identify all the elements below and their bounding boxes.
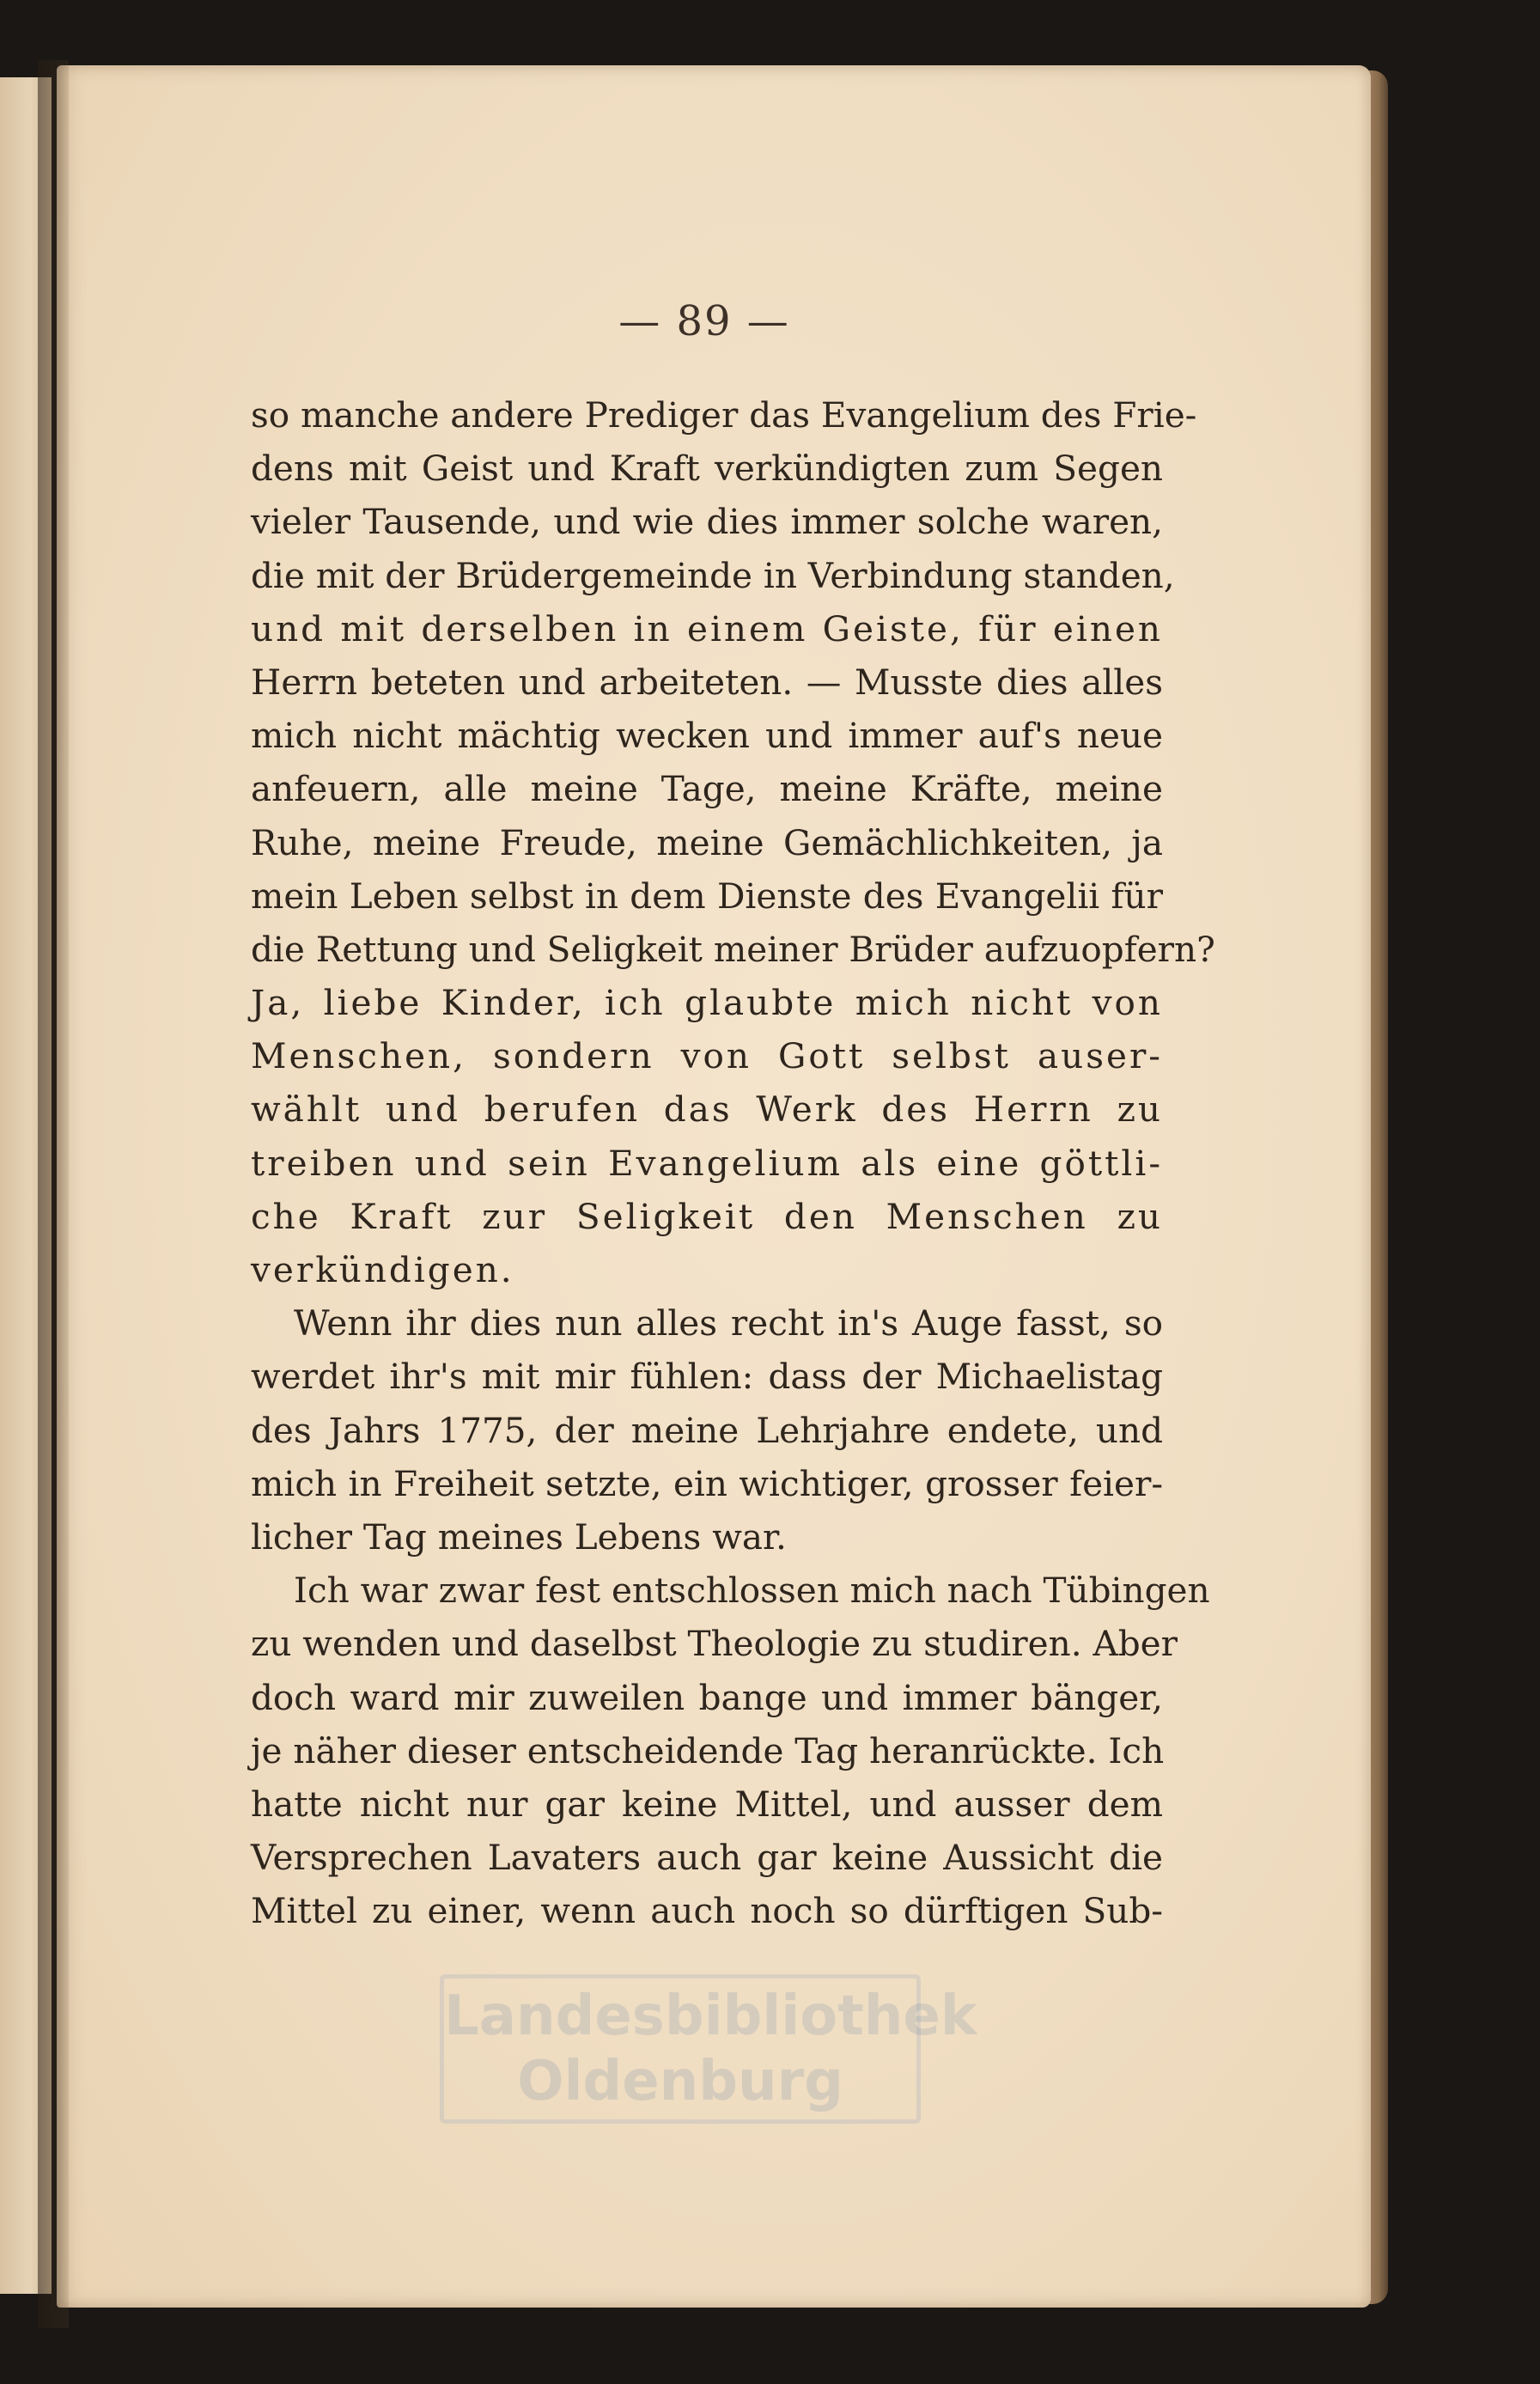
library-stamp: Landesbibliothek Oldenburg xyxy=(440,1974,921,2124)
text-line: verkündigen. xyxy=(251,1249,514,1290)
text-line: zu wenden und daselbst Theologie zu studiren. Aber xyxy=(251,1623,1178,1665)
page-number: — 89 — xyxy=(618,297,790,345)
text-line: mich nicht mächtig wecken und immer auf's neue xyxy=(251,715,1163,757)
text-line: licher Tag meines Lebens war. xyxy=(251,1515,787,1558)
paragraph-first-line: Wenn ihr dies nun alles recht in's Auge fasst, so xyxy=(294,1302,1163,1344)
body-text xyxy=(251,388,1215,1937)
text-line: die Rettung und Seligkeit meiner Brüder aufzuopfern? xyxy=(251,928,1215,970)
text-line: hatte nicht nur gar keine Mittel, und ausser dem xyxy=(251,1783,1163,1825)
text-line: treiben und sein Evangelium als eine göttli- xyxy=(251,1142,1163,1184)
text-line: wählt und berufen das Werk des Herrn zu xyxy=(251,1088,1163,1131)
text-line: Herrn beteten und arbeiteten. — Musste dies alles xyxy=(251,661,1163,703)
text-line: doch ward mir zuweilen bange und immer bänger, xyxy=(251,1676,1163,1718)
text-line: und mit derselben in einem Geiste, für einen xyxy=(251,607,1163,649)
text-line: anfeuern, alle meine Tage, meine Kräfte, meine xyxy=(251,768,1163,810)
text-line: Mittel zu einer, wenn auch noch so dürftigen Sub- xyxy=(251,1890,1163,1932)
text-line: so manche andere Prediger das Evangelium des Frie- xyxy=(251,394,1197,436)
text-line: mein Leben selbst in dem Dienste des Evangelii für xyxy=(251,875,1163,917)
text-line: werdet ihr's mit mir fühlen: dass der Michaelistag xyxy=(251,1356,1163,1398)
book-gutter xyxy=(38,60,69,2328)
text-line: Ja, liebe Kinder, ich glaubte mich nicht von xyxy=(251,982,1163,1024)
text-line: je näher dieser entscheidende Tag heranrückte. Ich xyxy=(251,1729,1165,1771)
text-line: dens mit Geist und Kraft verkündigten zum Segen xyxy=(251,448,1163,490)
text-line: che Kraft zur Seligkeit den Menschen zu xyxy=(251,1195,1163,1237)
paragraph-first-line: Ich war zwar fest entschlossen mich nach Tübingen xyxy=(294,1570,1210,1612)
text-line: vieler Tausende, und wie dies immer solche waren, xyxy=(251,501,1163,543)
text-line: des Jahrs 1775, der meine Lehrjahre endete, und xyxy=(251,1409,1163,1451)
text-line: die mit der Brüdergemeinde in Verbindung standen, xyxy=(251,554,1175,596)
text-line: mich in Freiheit setzte, ein wichtiger, grosser feier- xyxy=(251,1462,1163,1504)
text-line: Versprechen Lavaters auch gar keine Aussicht die xyxy=(251,1837,1163,1879)
text-line: Menschen, sondern von Gott selbst auser- xyxy=(251,1035,1163,1077)
text-line: Ruhe, meine Freude, meine Gemächlichkeiten, ja xyxy=(251,821,1163,863)
